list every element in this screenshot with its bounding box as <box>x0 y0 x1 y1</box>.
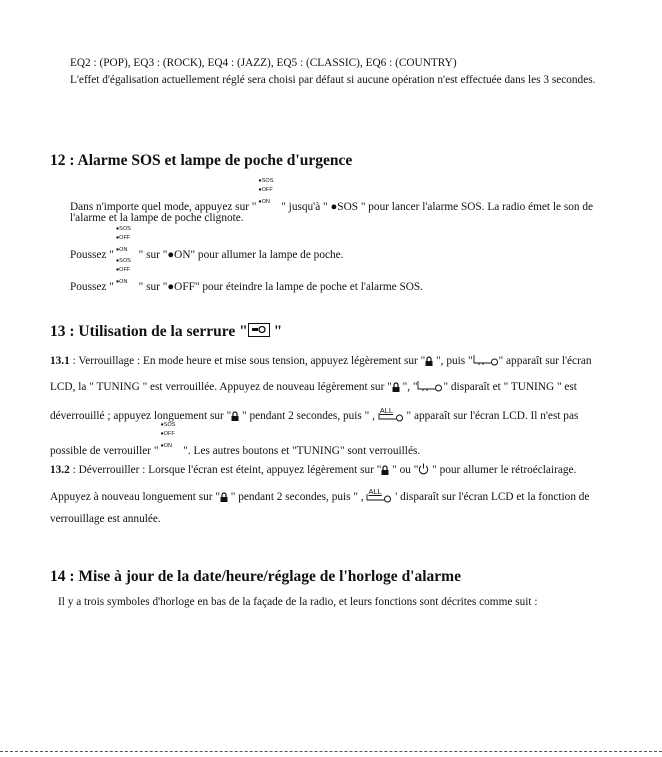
section-12-p3: Poussez " ●SOS ●OFF ●ON " sur "●OFF" pour éteindre la lampe de poche et l'alarme SOS. <box>70 258 424 293</box>
padlock-icon <box>220 492 228 502</box>
section-13-line3: déverrouillé ; appuyez longuement sur " " pendant 2 secondes, puis " , ALL " apparaît sur l'écran LCD. Il n'est pas <box>50 406 579 422</box>
eq-list: EQ2 : (POP), EQ3 : (ROCK), EQ4 : (JAZZ), EQ5 : (CLASSIC), EQ6 : (COUNTRY) <box>70 57 457 69</box>
sos-switch-icon: ●SOS ●OFF ●ON <box>115 226 131 253</box>
eq-default-note: L'effet d'égalisation actuellement réglé sera choisi par défaut si aucune opération n'est effectuée dans les 3 secondes. <box>70 74 596 86</box>
section-13-line1: 13.1 : Verrouillage : En mode heure et mise sous tension, appuyez légèrement sur " ", puis " " apparaît sur l'écran <box>50 355 592 367</box>
section-12-p1-line2: l'alarme et la lampe de poche clignote. <box>70 212 244 224</box>
section-12-p1-line1: Dans n'importe quel mode, appuyez sur " ●SOS ●OFF ●ON " jusqu'à " ●SOS " pour lancer l'alarme SOS. La radio émet le son de <box>70 178 594 213</box>
all-key-icon: ALL <box>366 488 392 502</box>
key-icon <box>473 355 499 366</box>
section-12-heading: 12 : Alarme SOS et lampe de poche d'urgence <box>50 152 353 169</box>
sos-switch-icon: ●SOS ●OFF ●ON <box>115 258 131 285</box>
section-13-line4: possible de verrouiller " ●SOS ●OFF ●ON ". Les autres boutons et "TUNING" sont verrouillés. <box>50 422 421 457</box>
section-13-line2: LCD, la " TUNING " est verrouillée. Appuyez de nouveau légèrement sur " ", " " disparaît et " TUNING " est <box>50 381 577 393</box>
section-14-p1: Il y a trois symboles d'horloge en bas de la façade de la radio, et leurs fonctions sont décrites comme suit : <box>58 596 538 608</box>
key-icon <box>417 381 443 392</box>
sos-switch-icon: ●SOS ●OFF ●ON <box>160 422 176 449</box>
all-key-icon: ALL <box>378 407 404 421</box>
section-13-line6: Appuyez à nouveau longuement sur " " pendant 2 secondes, puis " , ALL ' disparaît sur l'écran LCD et la fonction de <box>50 487 590 503</box>
section-13-heading: 13 : Utilisation de la serrure " " <box>50 323 283 340</box>
section-13-line5: 13.2 : Déverrouiller : Lorsque l'écran est éteint, appuyez légèrement sur " " ou " " pour allumer le rétroéclairage. <box>50 464 577 476</box>
power-icon <box>418 463 429 475</box>
padlock-icon <box>392 382 400 392</box>
section-13-line7: verrouillage est annulée. <box>50 513 161 525</box>
lock-key-icon <box>248 323 270 337</box>
page-bottom-rule <box>0 751 662 752</box>
section-14-heading: 14 : Mise à jour de la date/heure/réglage de l'horloge d'alarme <box>50 568 461 585</box>
sos-switch-icon: ●SOS ●OFF ●ON <box>258 178 274 205</box>
section-12-p2: Poussez " ●SOS ●OFF ●ON " sur "●ON" pour allumer la lampe de poche. <box>70 226 344 261</box>
